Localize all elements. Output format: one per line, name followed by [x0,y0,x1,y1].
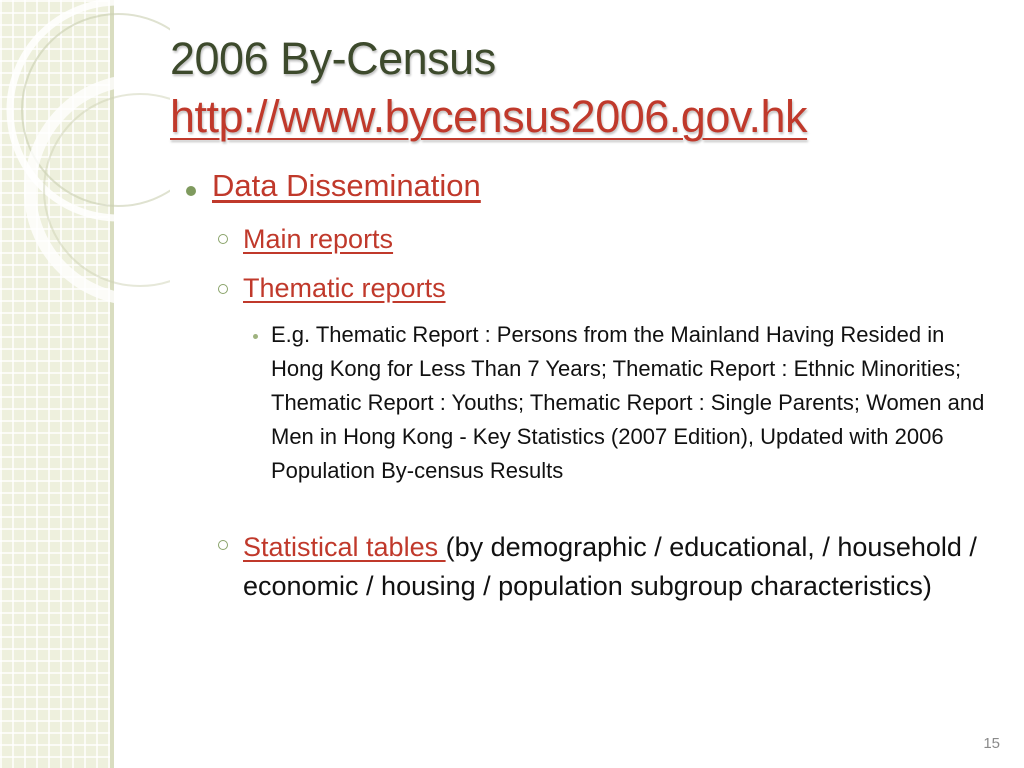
decorative-circles [0,0,170,320]
small-bullet-icon [253,334,258,339]
statistical-tables-description: (by demographic / educational, / household / economic / housing / population subgroup characteristics) [243,532,977,601]
statistical-tables-item [243,528,1003,606]
slide-title [170,30,807,146]
bullet-icon [186,186,196,196]
thematic-report-examples: E.g. Thematic Report : Persons from the Mainland Having Resided in Hong Kong for Less Than 7 Years; Thematic Report : Ethnic Minorities; Thematic Report : Youths; Thematic Report : Single Parents; Women and Men in Hong Kong - Key Statistics (2007 Edition), Updated with 2006 Population By-census Results [271,322,985,483]
title-text: 2006 By-Census [170,33,496,84]
title-url-link[interactable]: http://www.bycensus2006.gov.hk [170,91,808,142]
hollow-bullet-icon [218,234,228,244]
statistical-tables-link[interactable]: Statistical tables [243,532,446,562]
hollow-bullet-icon [218,540,228,550]
thematic-reports-link[interactable]: Thematic reports [243,273,446,303]
main-reports-link[interactable]: Main reports [243,224,394,254]
hollow-bullet-icon [218,284,228,294]
data-dissemination-link[interactable]: Data Dissemination [212,168,481,203]
slide-number: 15 [983,735,1000,752]
